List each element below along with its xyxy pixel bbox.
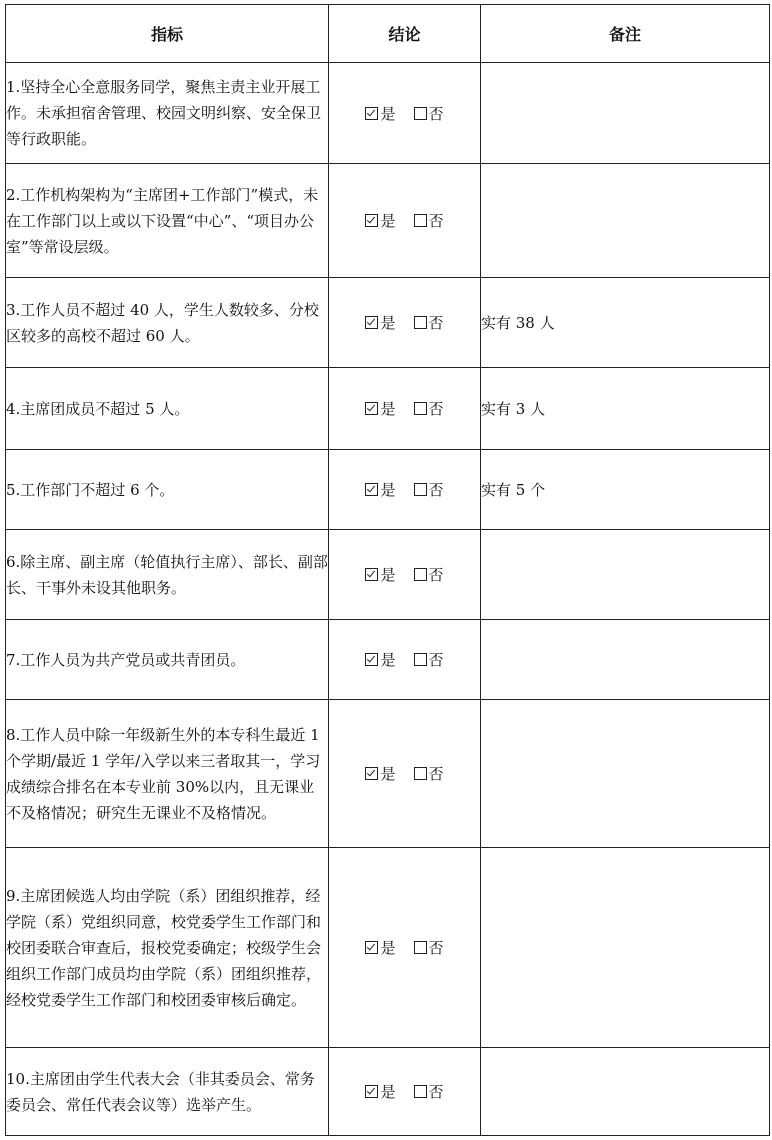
yes-option[interactable] <box>365 1081 395 1102</box>
indicator-cell: 4.主席团成员不超过 5 人。 <box>6 368 329 450</box>
yes-checkbox-icon[interactable] <box>365 941 378 954</box>
yes-label: 是 <box>380 651 396 669</box>
no-option[interactable] <box>414 564 444 585</box>
conclusion-cell <box>329 700 481 848</box>
no-checkbox-icon[interactable] <box>414 653 427 666</box>
conclusion-cell <box>329 63 481 164</box>
no-option[interactable] <box>414 937 444 958</box>
yes-label: 是 <box>380 314 396 332</box>
remark-cell <box>481 620 770 700</box>
yes-option[interactable] <box>365 210 395 231</box>
indicator-cell: 10.主席团由学生代表大会（非其委员会、常务委员会、常任代表会议等）选举产生。 <box>6 1048 329 1136</box>
yes-option[interactable] <box>365 937 395 958</box>
yes-option[interactable] <box>365 564 395 585</box>
no-checkbox-icon[interactable] <box>414 483 427 496</box>
no-checkbox-icon[interactable] <box>414 402 427 415</box>
yes-option[interactable] <box>365 649 395 670</box>
remark-cell: 实有 3 人 <box>481 368 770 450</box>
table-row <box>6 278 770 368</box>
yes-option[interactable] <box>365 312 395 333</box>
yes-checkbox-icon[interactable] <box>365 1085 378 1098</box>
table-row <box>6 700 770 848</box>
yes-option[interactable] <box>365 103 395 124</box>
checklist-table <box>5 4 770 1136</box>
remark-cell <box>481 63 770 164</box>
no-option[interactable] <box>414 479 444 500</box>
yes-label: 是 <box>380 765 396 783</box>
no-label: 否 <box>428 212 444 230</box>
yes-checkbox-icon[interactable] <box>365 402 378 415</box>
table-row <box>6 848 770 1048</box>
table-row <box>6 620 770 700</box>
remark-cell <box>481 530 770 620</box>
yes-checkbox-icon[interactable] <box>365 653 378 666</box>
yes-checkbox-icon[interactable] <box>365 568 378 581</box>
no-label: 否 <box>428 314 444 332</box>
conclusion-cell <box>329 848 481 1048</box>
indicator-cell: 6.除主席、副主席（轮值执行主席）、部长、副部长、干事外未设其他职务。 <box>6 530 329 620</box>
yes-checkbox-icon[interactable] <box>365 316 378 329</box>
indicator-cell: 8.工作人员中除一年级新生外的本专科生最近 1 个学期/最近 1 学年/入学以来三者取其一，学习成绩综合排名在本专业前 30%以内，且无课业不及格情况；研究生无课业不及格情况。 <box>6 700 329 848</box>
header-row <box>6 5 770 63</box>
remark-cell <box>481 700 770 848</box>
no-checkbox-icon[interactable] <box>414 107 427 120</box>
indicator-cell: 3.工作人员不超过 40 人，学生人数较多、分校区较多的高校不超过 60 人。 <box>6 278 329 368</box>
yes-checkbox-icon[interactable] <box>365 767 378 780</box>
yes-checkbox-icon[interactable] <box>365 107 378 120</box>
header-remark: 备注 <box>481 5 770 63</box>
conclusion-cell <box>329 164 481 278</box>
conclusion-cell <box>329 1048 481 1136</box>
no-option[interactable] <box>414 1081 444 1102</box>
remark-cell <box>481 1048 770 1136</box>
yes-label: 是 <box>380 400 396 418</box>
indicator-cell: 7.工作人员为共产党员或共青团员。 <box>6 620 329 700</box>
indicator-cell: 9.主席团候选人均由学院（系）团组织推荐，经学院（系）党组织同意，校党委学生工作部门和校团委联合审查后，报校党委确定；校级学生会组织工作部门成员均由学院（系）团组织推荐，经校党委学生工作部门和校团委审核后确定。 <box>6 848 329 1048</box>
indicator-cell: 5.工作部门不超过 6 个。 <box>6 450 329 530</box>
no-label: 否 <box>428 765 444 783</box>
no-checkbox-icon[interactable] <box>414 316 427 329</box>
remark-cell <box>481 164 770 278</box>
conclusion-cell <box>329 368 481 450</box>
no-option[interactable] <box>414 398 444 419</box>
header-indicator: 指标 <box>6 5 329 63</box>
remark-cell: 实有 5 个 <box>481 450 770 530</box>
table-row <box>6 164 770 278</box>
no-label: 否 <box>428 1083 444 1101</box>
conclusion-cell <box>329 278 481 368</box>
no-option[interactable] <box>414 103 444 124</box>
table-row <box>6 1048 770 1136</box>
yes-checkbox-icon[interactable] <box>365 483 378 496</box>
remark-cell <box>481 848 770 1048</box>
yes-checkbox-icon[interactable] <box>365 214 378 227</box>
yes-option[interactable] <box>365 479 395 500</box>
table-row <box>6 63 770 164</box>
conclusion-cell <box>329 530 481 620</box>
table-row <box>6 368 770 450</box>
conclusion-cell <box>329 450 481 530</box>
yes-label: 是 <box>380 939 396 957</box>
no-checkbox-icon[interactable] <box>414 767 427 780</box>
yes-label: 是 <box>380 212 396 230</box>
no-option[interactable] <box>414 763 444 784</box>
remark-cell: 实有 38 人 <box>481 278 770 368</box>
table-row <box>6 450 770 530</box>
conclusion-cell <box>329 620 481 700</box>
no-label: 否 <box>428 104 444 123</box>
no-checkbox-icon[interactable] <box>414 214 427 227</box>
yes-label: 是 <box>380 104 396 123</box>
yes-option[interactable] <box>365 398 395 419</box>
yes-label: 是 <box>380 1083 396 1101</box>
no-label: 否 <box>428 651 444 669</box>
indicator-cell: 2.工作机构架构为“主席团+工作部门”模式，未在工作部门以上或以下设置“中心”、“项目办公室”等常设层级。 <box>6 164 329 278</box>
no-checkbox-icon[interactable] <box>414 568 427 581</box>
no-option[interactable] <box>414 210 444 231</box>
no-label: 否 <box>428 481 444 499</box>
no-label: 否 <box>428 400 444 418</box>
no-checkbox-icon[interactable] <box>414 941 427 954</box>
no-label: 否 <box>428 566 444 584</box>
table-row <box>6 530 770 620</box>
yes-label: 是 <box>380 481 396 499</box>
no-checkbox-icon[interactable] <box>414 1085 427 1098</box>
yes-option[interactable] <box>365 763 395 784</box>
yes-label: 是 <box>380 566 396 584</box>
header-conclusion: 结论 <box>329 5 481 63</box>
no-option[interactable] <box>414 312 444 333</box>
no-option[interactable] <box>414 649 444 670</box>
indicator-cell: 1.坚持全心全意服务同学，聚焦主责主业开展工作。未承担宿舍管理、校园文明纠察、安全保卫等行政职能。 <box>6 63 329 164</box>
no-label: 否 <box>428 939 444 957</box>
